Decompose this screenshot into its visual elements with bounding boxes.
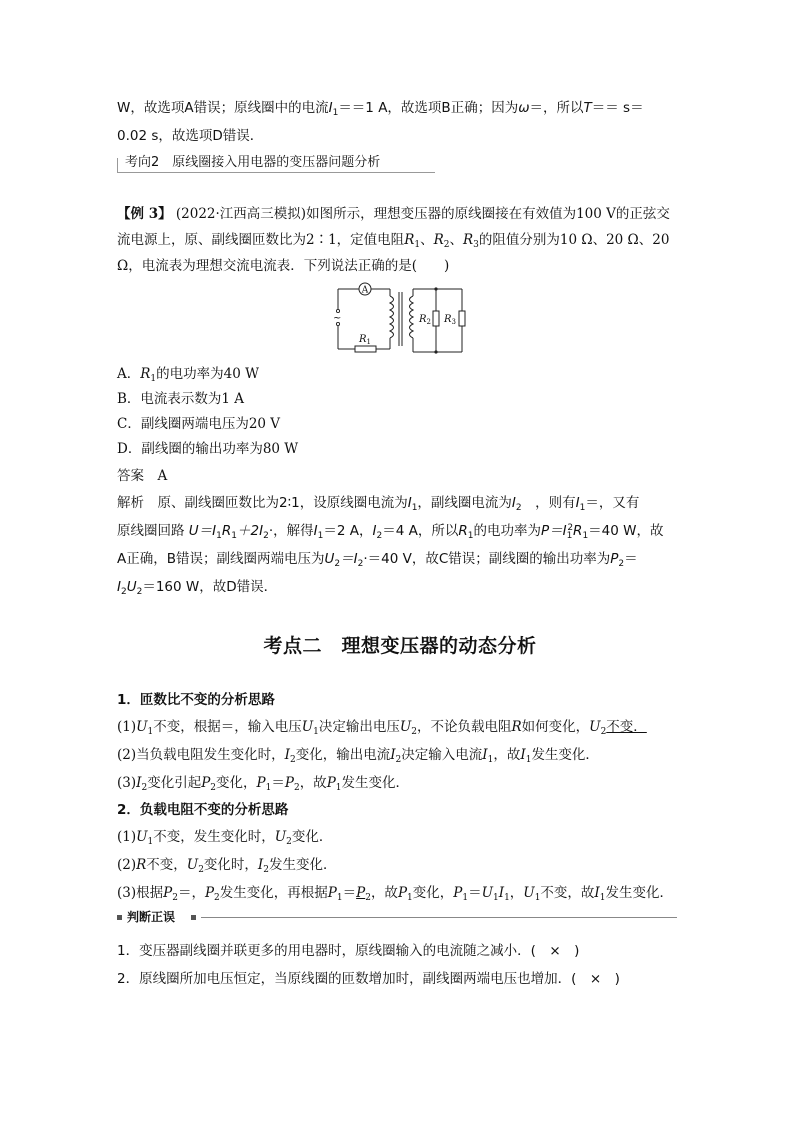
example-line-2: 流电源上，原、副线圈匝数比为2∶1，定值电阻$R_1$、$R_2$、$R_3$的阻值分别为10 Ω、20 Ω、20	[117, 232, 670, 250]
judge-item-2: 2．原线圈所加电压恒定，当原线圈的匝数增加时，副线圈两端电压也增加．( × )	[117, 971, 620, 987]
judge-item-1: 1．变压器副线圈并联更多的用电器时，原线圈输入的电流随之减小．( × )	[117, 943, 580, 959]
example-source: (2022·江西高三模拟)	[175, 206, 307, 222]
ac-source-icon: ~	[333, 313, 342, 324]
square-bullet-icon	[191, 915, 196, 920]
example-label: 【例 3】	[117, 206, 172, 222]
resistor-r1-icon	[355, 346, 376, 352]
resistor-r1-label: $R_1$	[359, 334, 371, 346]
dyn-item-2: (2)当负载电阻发生变化时，$I_2$变化，输出电流$I_2$决定输入电流$I_1$，故$I_1$发生变化．	[117, 747, 599, 765]
section-tag	[117, 154, 435, 174]
resistor-r3-label: $R_3$	[444, 314, 456, 326]
dyn-item-3: $(3)I_2$变化引起$P_2$变化，$P_1=P_2$，故$P_1$发生变化．	[117, 775, 410, 793]
dyn-item-4: $(1)U_1$不变，发生变化时，$U_2$变化．	[117, 829, 333, 847]
dyn-heading-1: 1．匝数比不变的分析思路	[117, 692, 275, 708]
resistor-r3-icon	[459, 311, 465, 326]
dyn-item-5: (2)R不变，$U_2$变化时，$I_2$发生变化．	[117, 857, 337, 875]
square-bullet-icon	[117, 915, 122, 920]
option-d[interactable]: D．副线圈的输出功率为80 W	[117, 441, 299, 457]
top-line-2: 0.02 s，故选项D错误．	[117, 128, 264, 144]
dyn-heading-2: 2．负载电阻不变的分析思路	[117, 802, 289, 818]
analysis-line-3: A正确，B错误；副线圈两端电压为$U_2=I_2\cdot=40$ V，故C错误；副线圈的输出功率为$P_2=$	[117, 551, 638, 569]
example-line-1: 【例 3】 (2022·江西高三模拟)如图所示，理想变压器的原线圈接在有效值为100 V的正弦交	[117, 206, 670, 222]
analysis-line-2: 原线圈回路 $U=I_1R_1+2I_2\cdot$，解得$I_1=2$ A，$I_2=4$ A，所以$R_1$的电功率为$P=I_1^2R_1=40$ W，故	[117, 523, 664, 541]
analysis-line-4: $I_2U_2=160$ W，故D错误．	[117, 579, 278, 597]
answer-value: A	[157, 468, 168, 484]
option-a[interactable]: A．$R_1$的电功率为40 W	[117, 366, 260, 384]
example-line-3: Ω，电流表为理想交流电流表．下列说法正确的是( )	[117, 258, 450, 274]
top-line-1: W，故选项A错误；原线圈中的电流$I_1==1$ A，故选项B正确；因为ω＝，所以T＝＝ s＝	[117, 100, 644, 118]
option-b[interactable]: B．电流表示数为1 A	[117, 391, 245, 407]
analysis-line-1: 解析 原、副线圈匝数比为2∶1，设原线圈电流为$I_1$，副线圈电流为$I_2$ ，则有$I_1=$，又有	[117, 495, 640, 513]
judge-label: 判断正误	[127, 910, 176, 924]
circuit-diagram	[328, 280, 470, 356]
judge-section-header	[117, 908, 677, 926]
dyn-item-1: $(1)U_1$不变，根据＝，输入电压$U_1$决定输出电压$U_2$，不论负载电阻R如何变化，$U_2$不变．	[117, 719, 647, 737]
divider	[201, 917, 677, 918]
dyn-item-6: (3)根据$P_2=$，$P_2$发生变化，再根据$P_1=P_2$，故$P_1$变化，$P_1=U_1I_1$，$U_1$不变，故$I_1$发生变化．	[117, 885, 673, 903]
resistor-r2-icon	[433, 311, 439, 326]
section-tag-text: 考向2 原线圈接入用电器的变压器问题分析	[125, 155, 381, 170]
analysis-label: 解析	[117, 495, 144, 511]
answer-line	[117, 466, 167, 486]
option-c[interactable]: C．副线圈两端电压为20 V	[117, 416, 281, 432]
answer-label: 答案	[117, 468, 144, 484]
resistor-r2-label: $R_2$	[419, 314, 431, 326]
section-heading: 考点二 理想变压器的动态分析	[263, 635, 537, 657]
ammeter-label: A	[361, 285, 369, 296]
